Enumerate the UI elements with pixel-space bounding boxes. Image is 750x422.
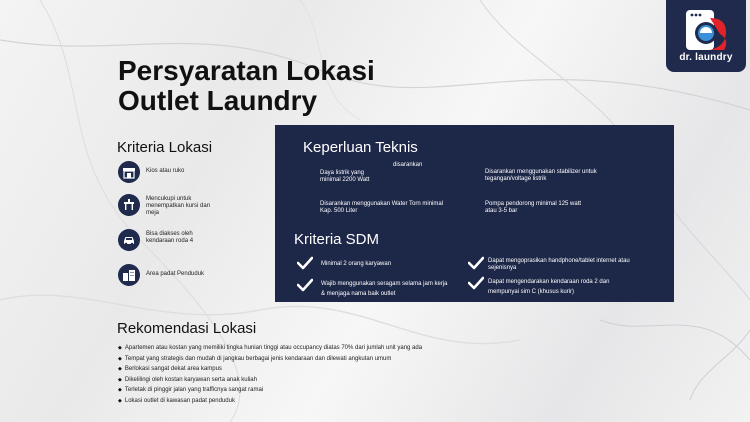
- list-item: ◆ Berlokasi sangat dekat area kampus: [118, 364, 578, 375]
- list-item: ◆ Terletak di pinggir jalan yang trafficnya sangat ramai: [118, 385, 578, 396]
- title-line-2: Outlet Laundry: [118, 85, 318, 116]
- furniture-icon: [118, 194, 140, 216]
- sdm-text: Wajib menggunakan seragam selama jam kerja & menjaga nama baik outlet: [321, 281, 448, 297]
- check-icon: [297, 256, 313, 270]
- teknis-item: Pompa pendorong minimal 125 watt atau 3-5 bar: [485, 201, 582, 214]
- list-item: ◆ Lokasi outlet di kawasan padat penduduk: [118, 396, 578, 407]
- check-icon: [468, 256, 484, 270]
- teknis-item: Disarankan menggunakan stabilizer untuk tegangan/voltage listrik: [485, 169, 597, 182]
- sdm-text: Dapat mengoprasikan handphone/tablet internet atau sejenisnya: [488, 258, 630, 271]
- kriteria-lokasi-item: [118, 194, 278, 220]
- rekomendasi-list: [118, 343, 578, 406]
- check-icon: [468, 276, 484, 290]
- list-item: ◆ Dikelilingi oleh kostan karyawan serta anak kuliah: [118, 375, 578, 386]
- check-icon: [297, 278, 313, 292]
- list-item: ◆ Tempat yang strategis dan mudah di jangkau berbagai jenis kendaraan dan dilewati angkutan umum: [118, 354, 578, 365]
- teknis-item-prefix: disarankan: [393, 162, 423, 168]
- sdm-text: Dapat mengendarakan kendaraan roda 2 dan mempunyai sim C (khusus kurir): [488, 279, 610, 295]
- sdm-item: [297, 278, 467, 302]
- kriteria-lokasi-text: Kios atau ruko: [146, 168, 185, 174]
- keperluan-teknis-heading: Keperluan Teknis: [303, 139, 418, 156]
- kriteria-lokasi-text: Bisa diakses oleh kendaraan roda 4: [146, 231, 194, 244]
- logo-text: dr. laundry: [679, 52, 733, 63]
- brand-logo: [666, 0, 746, 72]
- kriteria-lokasi-item: [118, 264, 278, 290]
- rekomendasi-heading: Rekomendasi Lokasi: [117, 320, 257, 337]
- sdm-text: Minimal 2 orang karyawan: [321, 261, 392, 267]
- kiosk-icon: [118, 161, 140, 183]
- teknis-item: Daya listrik yang minimal 2200 Watt: [320, 170, 370, 183]
- kriteria-sdm-heading: Kriteria SDM: [294, 231, 380, 248]
- kriteria-lokasi-text: Mencukupi untuk menempatkan kursi dan meja: [146, 196, 211, 216]
- sdm-item: [297, 256, 467, 280]
- requirements-panel: [275, 125, 674, 302]
- kriteria-lokasi-heading: Kriteria Lokasi: [117, 139, 213, 156]
- title-line-1: Persyaratan Lokasi: [118, 55, 375, 86]
- page-title: [118, 56, 448, 116]
- kriteria-lokasi-text: Area padat Penduduk: [146, 271, 205, 277]
- kriteria-lokasi-item: [118, 229, 278, 255]
- buildings-icon: [118, 264, 140, 286]
- kriteria-lokasi-item: [118, 161, 278, 187]
- sdm-item: [468, 276, 638, 300]
- laundry-machine-icon: [680, 6, 732, 52]
- list-item: ◆ Apartemen atau kostan yang memiliki tingka hunian tinggi atau occupancy diatas 70% dari jumlah unit yang ada: [118, 343, 578, 354]
- teknis-item: Disarankan menggunakan Water Torn minimal Kap. 500 Liter: [320, 201, 444, 214]
- car-icon: [118, 229, 140, 251]
